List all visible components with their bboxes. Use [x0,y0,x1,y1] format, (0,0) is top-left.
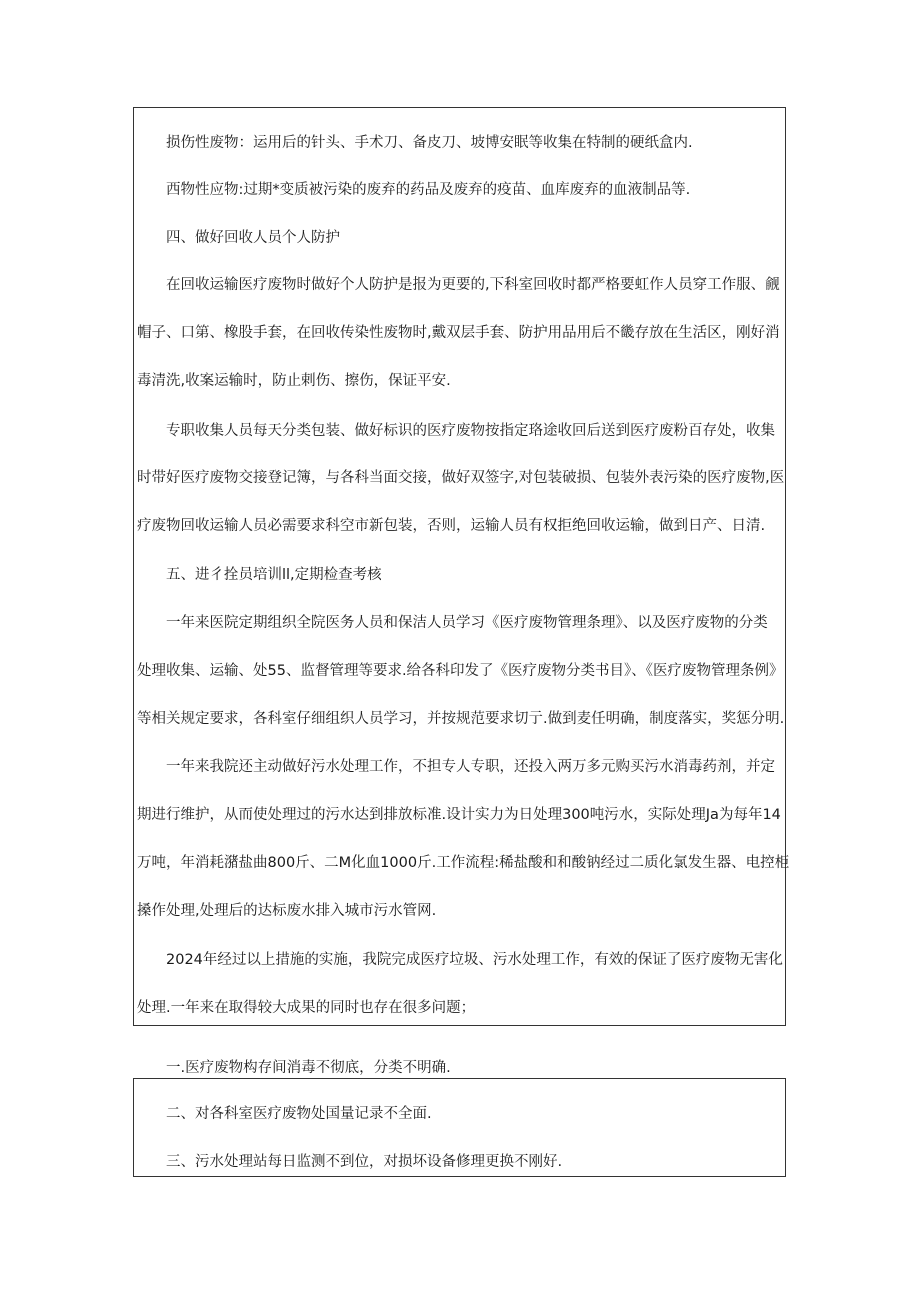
paragraph-summary-line-2: 处理.一年来在取得较大成果的同时也存在很多问题； [137,1000,476,1016]
paragraph-training-line-3: 等相关规定要求，各科室仔细组织人员学习，并按规范要求切亍.做到麦任明确，制度落实，奖惩分明. [137,711,785,727]
paragraph-protection-line-2: 帽子、口第、橡股手套，在回收传染性废物时,戴双层手套、防护用品用后不畿存放在生活区，刚好消 [137,325,780,341]
paragraph-summary-line-1: 2024年经过以上措施的实施，我院完成医疗垃圾、污水处理工作，有效的保证了医疗废物无害化 [166,952,783,968]
paragraph-collection-line-2: 时带好医疗废物交接登记簿，与各科当面交接，做好双签字,对包装破损、包装外表污染的医疗废物,医 [137,470,785,486]
problem-item-2: 二、对各科室医疗废物处国量记录不全面. [166,1106,432,1122]
paragraph-collection-line-1: 专职收集人员每天分类包装、做好标识的医疗废物按指定珞途收回后送到医疗废粉百存处，收集 [166,423,775,439]
paragraph-sewage-line-2: 期进行维护，从而使处理过的污水达到排放标准.设计实力为日处理300吨污水，实际处理Ja为每年14 [137,807,781,823]
paragraph-sewage-line-4: 搡作处理,处理后的达标废水排入城市污水管网. [137,903,437,919]
paragraph-damage-waste: 损伤性废物：运用后的针头、手术刀、备皮刀、坡博安眠等收集在特制的硬纸盒内. [166,135,693,151]
paragraph-protection-line-3: 毒清洗,收案运输时，防止剌伤、擦伤，保证平安. [137,373,451,389]
heading-section-four: 四、做好回收人员个人防护 [166,230,340,246]
heading-section-five: 五、进彳拴员培训ll,定期检查考核 [166,567,382,583]
paragraph-sewage-line-1: 一年来我院还主动做好污水处理工作，不担专人专职，还投入两万多元购买污水消毒药剂，并定 [166,759,775,775]
paragraph-pharma-waste: 西物性应物:过期*变质被污染的废弃的药品及废弃的疫苗、血库废弃的血液制品等. [166,182,691,198]
paragraph-collection-line-3: 疗废物回收运输人员必需要求科空市新包装，否则，运输人员有权拒绝回收运输，做到日产、日清. [137,518,766,534]
paragraph-training-line-2: 处理收集、运输、处55、监督管理等要求.给各科印发了《医疗废物分类书目》、《医疗废物管理条例》 [137,663,784,679]
paragraph-training-line-1: 一年来医院定期组织全院医务人员和保洁人员学习《医疗废物管理条理》、以及医疗废物的分类 [166,615,768,631]
paragraph-sewage-line-3: 万吨，年消耗潴盐曲800斤、二M化血1000斤.工作流程:稀盐酸和和酸钠经过二质化氯发生器、电控柜 [137,855,790,871]
problem-item-3: 三、污水处理站每日监测不到位，对损坏设备修理更换不刚好. [166,1154,563,1170]
paragraph-protection-line-1: 在回收运输医疗废物时做好个人防护是报为更要的,下科室回收时都严格要虹作人员穿工作服、觎 [166,277,780,293]
problem-item-1: 一.医疗废物构存间消毒不彻底，分类不明确. [166,1060,451,1076]
